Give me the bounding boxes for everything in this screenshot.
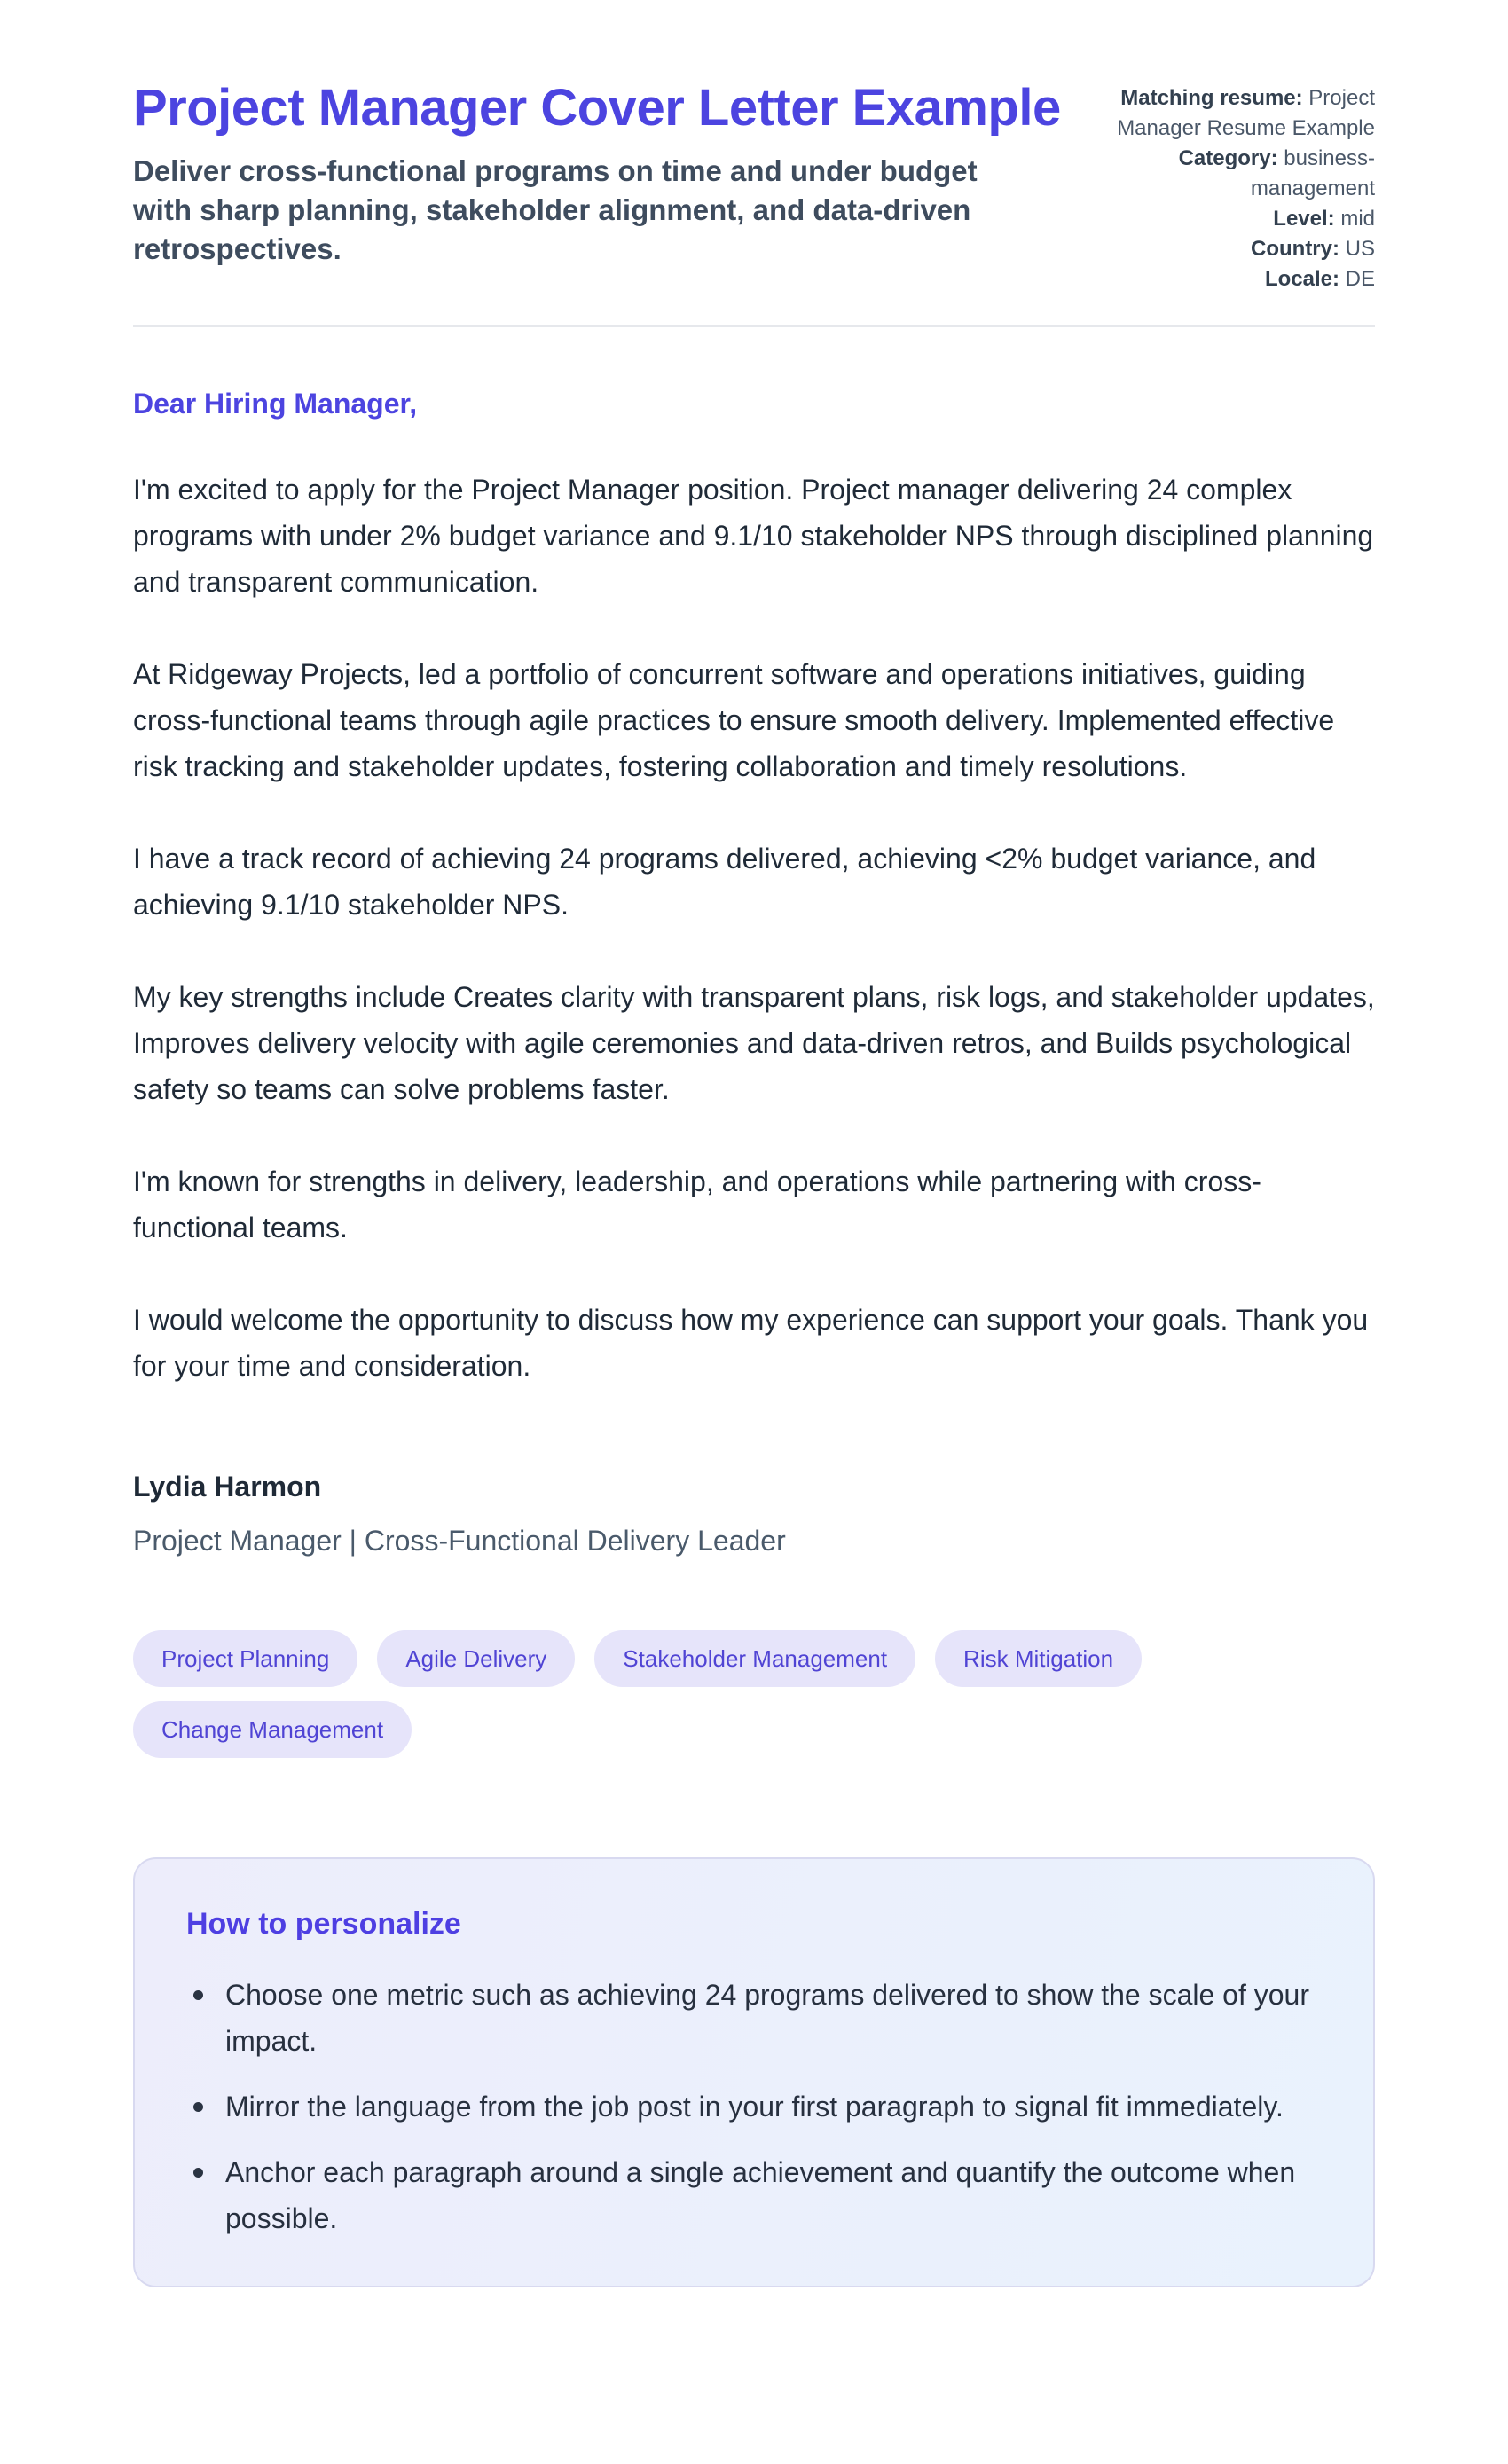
- tag-pill-stakeholder-management[interactable]: Stakeholder Management: [594, 1630, 915, 1687]
- signature-block: [133, 1471, 1375, 1558]
- header-title-block: [133, 78, 1116, 269]
- meta-row-country: [1116, 234, 1375, 264]
- meta-value: Project Manager Resume Example: [1117, 86, 1375, 140]
- header-divider: [133, 325, 1375, 327]
- letter-paragraph-3: I have a track record of achieving 24 programs delivered, achieving <2% budget variance, and achieving 9.1/10 stakeholder NPS.: [133, 843, 1316, 921]
- page-header: [133, 78, 1375, 294]
- letter-paragraph-6: I would welcome the opportunity to discuss how my experience can support your goals. Thank you for your time and consideration.: [133, 1304, 1369, 1382]
- tag-pill-agile-delivery[interactable]: Agile Delivery: [377, 1630, 575, 1687]
- meta-row-level: [1116, 204, 1375, 234]
- meta-value: DE: [1345, 267, 1375, 291]
- meta-row-locale: [1116, 264, 1375, 294]
- meta-value: US: [1345, 237, 1375, 261]
- personalize-heading: How to personalize: [186, 1907, 461, 1941]
- meta-row-matching-resume: [1116, 83, 1375, 144]
- letter-greeting: Dear Hiring Manager,: [133, 388, 418, 420]
- letter-paragraph-5: I'm known for strengths in delivery, leadership, and operations while partnering with cross-functional teams.: [133, 1165, 1261, 1244]
- letter-paragraph-1: I'm excited to apply for the Project Manager position. Project manager delivering 24 complex programs with under 2% budget variance and 9.1/10 stakeholder NPS through disciplined planning and transparent communication.: [133, 474, 1374, 598]
- personalize-card: [133, 1857, 1375, 2287]
- page-title: Project Manager Cover Letter Example: [133, 79, 1061, 137]
- personalize-tip-3: Anchor each paragraph around a single achievement and quantify the outcome when possible.: [186, 2149, 1313, 2241]
- personalize-tip-2: Mirror the language from the job post in your first paragraph to signal fit immediately.: [186, 2083, 1313, 2130]
- meta-label: Level:: [1273, 207, 1335, 231]
- meta-label: Matching resume:: [1120, 86, 1303, 110]
- personalize-tip-list: [186, 1972, 1322, 2241]
- meta-row-category: [1116, 144, 1375, 204]
- tag-pill-change-management[interactable]: Change Management: [133, 1701, 412, 1758]
- tag-pill-project-planning[interactable]: Project Planning: [133, 1630, 357, 1687]
- meta-panel: [1116, 83, 1375, 294]
- personalize-tip-1: Choose one metric such as achieving 24 programs delivered to show the scale of your impact.: [186, 1972, 1313, 2064]
- letter-paragraph-2: At Ridgeway Projects, led a portfolio of concurrent software and operations initiatives, guiding cross-functional teams through agile practices to ensure smooth delivery. Implemented effective risk tracking and stakeholder updates, fostering collaboration and timely resolutions.: [133, 658, 1335, 782]
- meta-value: business-management: [1250, 146, 1375, 200]
- meta-label: Category:: [1178, 146, 1278, 170]
- tag-pill-risk-mitigation[interactable]: Risk Mitigation: [935, 1630, 1142, 1687]
- letter-paragraph-4: My key strengths include Creates clarity with transparent plans, risk logs, and stakeholder updates, Improves delivery velocity with agile ceremonies and data-driven retros, and Builds psychological safety so teams can solve problems faster.: [133, 981, 1375, 1105]
- meta-value: mid: [1340, 207, 1375, 231]
- page-subtitle: Deliver cross-functional programs on time and under budget with sharp planning, stakeholder alignment, and data-driven retrospectives.: [133, 154, 978, 265]
- skill-tags: [133, 1630, 1233, 1758]
- signature-name: Lydia Harmon: [133, 1471, 322, 1503]
- cover-letter-body: [133, 388, 1375, 1558]
- meta-label: Country:: [1251, 237, 1339, 261]
- meta-label: Locale:: [1264, 267, 1339, 291]
- signature-role: Project Manager | Cross-Functional Delivery Leader: [133, 1525, 786, 1557]
